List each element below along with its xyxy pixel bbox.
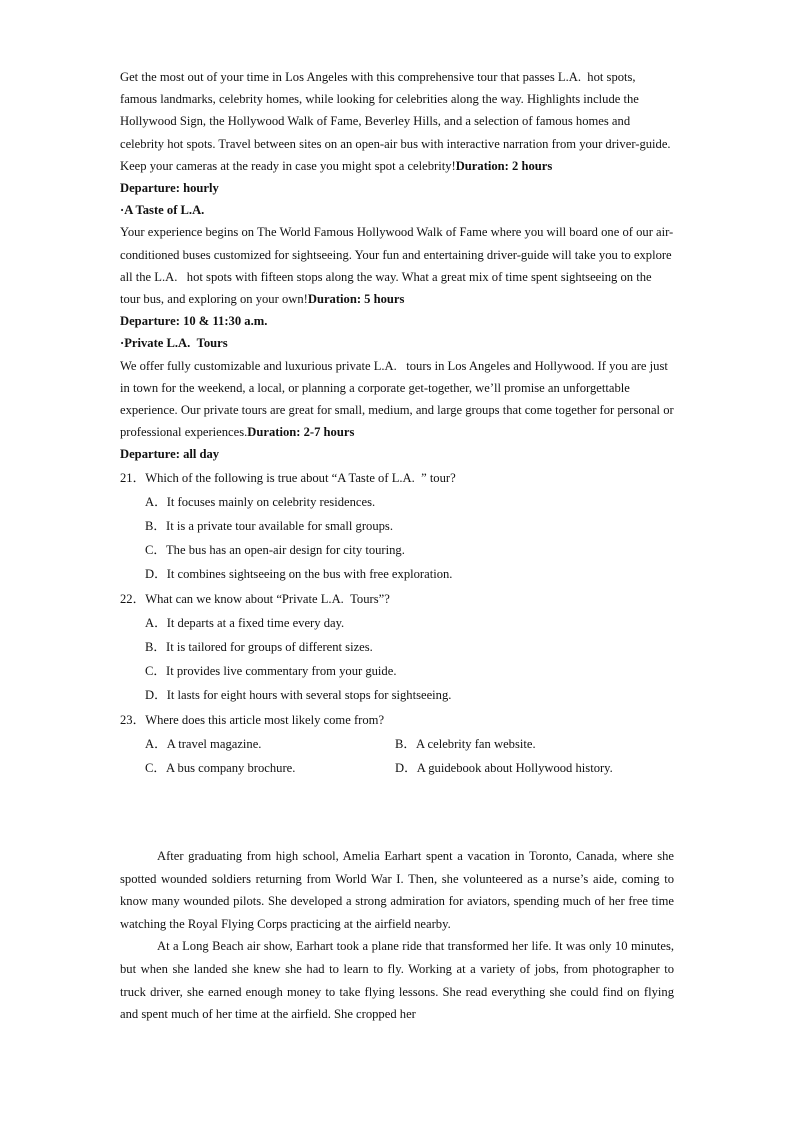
private-title: ·Private L.A. Tours — [120, 336, 228, 351]
option-a: A．It departs at a fixed time every day. — [145, 615, 345, 630]
option-b: B．It is tailored for groups of different sizes. — [145, 640, 373, 655]
taste-text: Your experience begins on The World Famous Hollywood Walk of Fame where you will board one of our air-conditioned buses customized for sightseeing. Your fun and entertaining driver-guide will take you to explore all the L.A. hot spots with fifteen stops along the way. What a great mix of time spent sightseeing on the tour bus, and exploring on your own! — [120, 225, 674, 307]
departure-3: Departure: all day — [120, 447, 220, 462]
private-paragraph — [120, 355, 675, 444]
private-text: We offer fully customizable and luxurious private L.A. tours in Los Angeles and Hollywood. If you are just in town for the weekend, a local, or planning a corporate get-together, we’ll promise an unforgettable experience. Our private tours are great for small, medium, and large groups that come together for personal or professional experiences. — [120, 358, 674, 440]
option-c: C．A bus company brochure. — [145, 761, 296, 776]
option-d: D．It combines sightseeing on the bus with free exploration. — [145, 567, 453, 582]
taste-title: ·A Taste of L.A. — [120, 203, 205, 218]
passage-paragraph-2: At a Long Beach air show, Earhart took a plane ride that transformed her life. It was only 10 minutes, but when she landed she knew she had to learn to fly. Working at a variety of jobs, from photographer to truck driver, she earned enough money to take flying lessons. She read everything she could find on flying and spent much of her time at the airfield. She cropped her — [120, 939, 674, 1022]
duration-3: Duration: 2-7 hours — [247, 425, 355, 440]
option-d: D．It lasts for eight hours with several stops for sightseeing. — [145, 688, 452, 703]
option-row-1 — [145, 732, 675, 756]
question-23 — [120, 708, 675, 781]
passage-paragraph-1: After graduating from high school, Amelia Earhart spent a vacation in Toronto, Canada, where she spotted wounded soldiers returning from World War I. Then, she volunteered as a nurse’s aide, coming to know many wounded pilots. She developed a strong admiration for aviators, spending much of her free time watching the Royal Flying Corps practicing at the airfield nearby. — [120, 849, 674, 931]
departure-1: Departure: hourly — [120, 181, 219, 196]
option-a: A．A travel magazine. — [145, 736, 262, 751]
duration-2: Duration: 5 hours — [307, 292, 405, 307]
option-b: B．It is a private tour available for small groups. — [145, 519, 393, 534]
question-22 — [120, 587, 675, 708]
reading-passage-2 — [120, 845, 674, 1026]
option-d: D．A guidebook about Hollywood history. — [395, 761, 613, 776]
duration-1: Duration: 2 hours — [455, 158, 553, 173]
question-stem: 22．What can we know about “Private L.A. Tours”? — [120, 591, 390, 606]
option-row-2 — [145, 756, 675, 780]
taste-paragraph — [120, 221, 675, 310]
question-stem: 23．Where does this article most likely come from? — [120, 712, 385, 727]
question-21 — [120, 466, 675, 587]
reading-passage-1 — [120, 66, 675, 780]
intro-paragraph — [120, 66, 675, 177]
option-c: C．It provides live commentary from your guide. — [145, 664, 397, 679]
intro-text: Get the most out of your time in Los Angeles with this comprehensive tour that passes L.A. hot spots, famous landmarks, celebrity homes, while looking for celebrities along the way. Highlights include the Hollywood Sign, the Hollywood Walk of Fame, Beverley Hills, and a selection of famous homes and celebrity hot spots. Travel between sites on an open-air bus with interactive narration from your driver-guide. Keep your cameras at the ready in case you might spot a celebrity! — [120, 70, 671, 173]
option-c: C．The bus has an open-air design for city touring. — [145, 543, 405, 558]
departure-2: Departure: 10 & 11:30 a.m. — [120, 314, 268, 329]
option-b: B．A celebrity fan website. — [395, 736, 536, 751]
question-stem: 21．Which of the following is true about “A Taste of L.A. ” tour? — [120, 470, 456, 485]
option-a: A．It focuses mainly on celebrity residences. — [145, 494, 376, 509]
